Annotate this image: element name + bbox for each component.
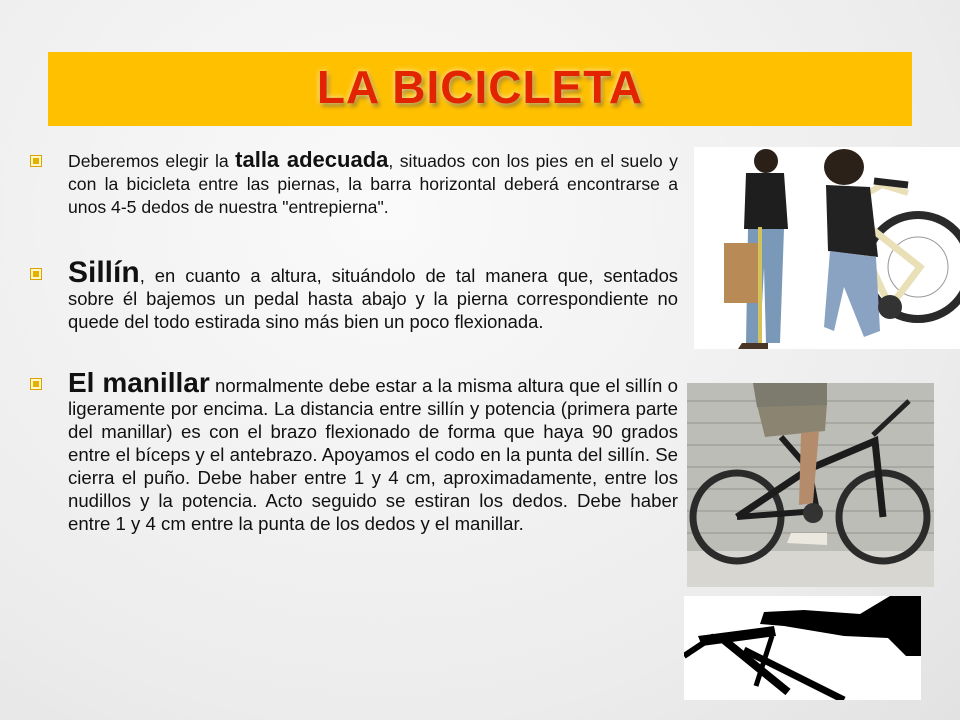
bullet-body-text: , en cuanto a altura, situándolo de tal manera que, sentados sobre él bajemos un pedal hasta abajo y la pierna correspondiente no quede del todo estirada sino más bien un poco flexionada. [68, 265, 678, 332]
bullet-emphasis: talla adecuada [235, 147, 389, 172]
title-banner [48, 52, 912, 126]
arm-on-handlebar-silhouette [684, 596, 921, 700]
square-bullet-icon [30, 268, 42, 280]
square-bullet-icon [30, 155, 42, 167]
bullet-list [30, 148, 678, 563]
bullet-emphasis: El manillar [68, 367, 210, 398]
bullet-lead-text: Deberemos elegir la [68, 151, 236, 171]
bullet-item-saddle [30, 256, 678, 333]
bullet-item-handlebar [30, 367, 678, 535]
bullet-emphasis: Sillín [68, 256, 140, 289]
slide-title: LA BICICLETA [316, 61, 644, 113]
bullet-body-text: , situados con los pies en el suelo y con la bicicleta entre las piernas, la barra horizontal deberá encontrarse a unos 4-5 dedos de nuestra "entrepierna". [68, 151, 678, 217]
person-measuring-bike-photo [694, 147, 960, 349]
square-bullet-icon [30, 378, 42, 390]
bullet-body-text: normalmente debe estar a la misma altura que el sillín o ligeramente por encima. La distancia entre sillín y potencia (primera parte del manillar) es con el brazo flexionado de forma que haya 90 grados entre el bíceps y el antebrazo. Apoyamos el codo en la punta del sillín. Se cierra el puño. Debe haber entre 1 y 4 cm, aproximadamente, entre los nudillos y la potencia. Acto seguido se estiran los dedos. Debe haber entre 1 y 4 cm entre la punta de los dedos y el manillar. [68, 375, 678, 534]
bullet-item-size [30, 148, 678, 219]
rider-on-mountain-bike-photo [687, 383, 934, 587]
